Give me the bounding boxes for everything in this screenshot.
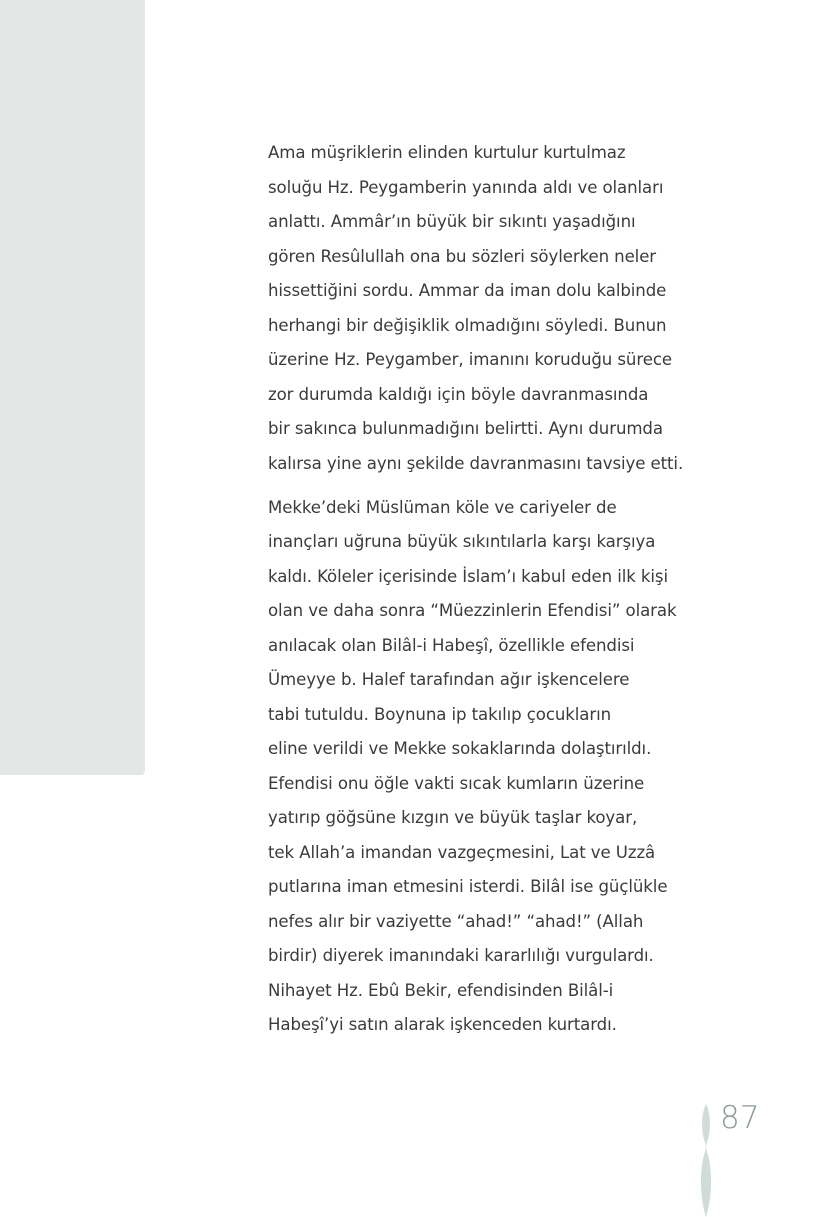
text-line: herhangi bir değişiklik olmadığını söyledi. Bunun [268, 315, 667, 335]
text-line: anılacak olan Bilâl-i Habeşî, özellikle efendisi [268, 635, 635, 655]
text-line: anlattı. Ammâr’ın büyük bir sıkıntı yaşadığını [268, 212, 636, 231]
text-line: tek Allah’a imandan vazgeçmesini, Lat ve Uzzâ [268, 842, 656, 862]
text-line: yatırıp göğsüne kızgın ve büyük taşlar koyar, [268, 808, 638, 827]
text-line: Ümeyye b. Halef tarafından ağır işkencelere [268, 670, 630, 689]
page-number: 87 [720, 1100, 760, 1136]
body-text [268, 139, 728, 1046]
text-line: nefes alır bir vaziyette “ahad!” “ahad!” (Allah [268, 911, 644, 931]
text-line: üzerine Hz. Peygamber, imanını koruduğu sürece [268, 350, 672, 369]
text-line: Efendisi onu öğle vakti sıcak kumların üzerine [268, 773, 645, 793]
text-line: gören Resûlullah ona bu sözleri söylerken neler [268, 246, 657, 266]
text-line: Ama müşriklerin elinden kurtulur kurtulmaz [268, 143, 626, 162]
text-line: zor durumda kaldığı için böyle davranmasında [268, 384, 649, 404]
text-line: eline verildi ve Mekke sokaklarında dolaştırıldı. [268, 739, 652, 758]
paragraph-2 [268, 494, 728, 1046]
text-line: putlarına iman etmesini isterdi. Bilâl ise güçlükle [268, 877, 668, 896]
text-line: Habeşî’yi satın alarak işkenceden kurtardı. [268, 1015, 617, 1034]
text-line: tabi tutuldu. Boynuna ip takılıp çocukların [268, 704, 611, 724]
text-line: Mekke’deki Müslüman köle ve cariyeler de [268, 497, 617, 517]
text-line: olan ve daha sonra “Müezzinlerin Efendisi” olarak [268, 601, 677, 620]
text-line: birdir) diyerek imanındaki kararlılığı vurgulardı. [268, 946, 654, 965]
text-line: hissettiğini sordu. Ammar da iman dolu kalbinde [268, 281, 667, 300]
text-line: inançları uğruna büyük sıkıntılarla karşı karşıya [268, 532, 656, 551]
side-panel [0, 0, 145, 775]
text-line: kalırsa yine aynı şekilde davranmasını tavsiye etti. [268, 453, 684, 473]
text-line: bir sakınca bulunmadığını belirtti. Aynı durumda [268, 419, 663, 438]
leaf-ornament-icon [697, 1104, 715, 1217]
text-line: kaldı. Köleler içerisinde İslam’ı kabul eden ilk kişi [268, 566, 668, 586]
text-line: Nihayet Hz. Ebû Bekir, efendisinden Bilâl-i [268, 980, 614, 1000]
text-line: soluğu Hz. Peygamberin yanında aldı ve olanları [268, 177, 664, 197]
paragraph-1 [268, 139, 728, 484]
